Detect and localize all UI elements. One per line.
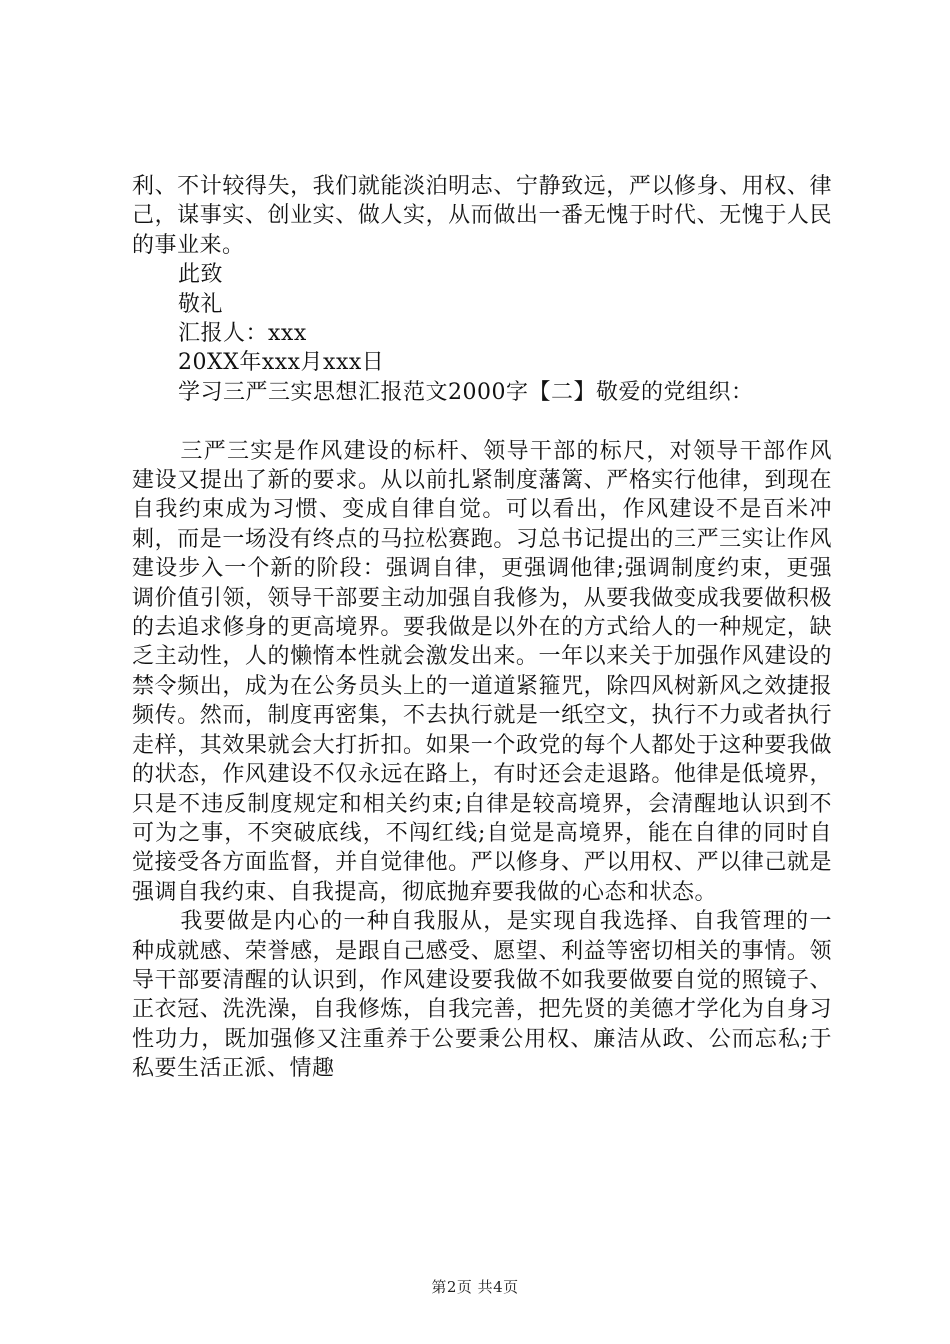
body-paragraph-1: 三严三实是作风建设的标杆、领导干部的标尺，对领导干部作风建设又提出了新的要求。从以前扎紧制度藩篱、严格实行他律，到现在自我约束成为习惯、变成自律自觉。可以看出，作风建设不是百米冲刺，而是一场没有终点的马拉松赛跑。习总书记提出的三严三实让作风建设步入一个新的阶段：强调自律，更强调他律;强调制度约束，更强调价值引领，领导干部要主动加强自我修为，从要我做变成我要做积极的去追求修身的更高境界。要我做是以外在的方式给人的一种规定，缺乏主动性，人的懒惰本性就会激发出来。一年以来关于加强作风建设的禁令频出，成为在公务员头上的一道道紧箍咒，除四风树新风之效捷报频传。然而，制度再密集，不去执行就是一纸空文，执行不力或者执行走样，其效果就会大打折扣。如果一个政党的每个人都处于这种要我做的状态，作风建设不仅永远在路上，有时还会走退路。他律是低境界，只是不违反制度规定和相关约束;自律是较高境界，会清醒地认识到不可为之事，不突破底线，不闯红线;自觉是高境界，能在自律的同时自觉接受各方面监督，并自觉律他。严以修身、严以用权、严以律己就是强调自我约束、自我提高，彻底抛弃要我做的心态和状态。	[132, 438, 832, 905]
closing-regards: 敬礼	[178, 291, 224, 317]
page-footer: 第2页 共4页	[431, 1278, 519, 1296]
document-body	[132, 172, 832, 1084]
body-paragraph-2: 我要做是内心的一种自我服从，是实现自我选择、自我管理的一种成就感、荣誉感，是跟自己感受、愿望、利益等密切相关的事情。领导干部要清醒的认识到，作风建设要我做不如我要做要自觉的照镜子、正衣冠、洗洗澡，自我修炼，自我完善，把先贤的美德才学化为自身习性功力，既加强修又注重养于公要秉公用权、廉洁从政、公而忘私;于私要生活正派、情趣	[132, 909, 832, 1082]
reporter-line: 汇报人：xxx	[178, 321, 307, 347]
section-heading: 学习三严三实思想汇报范文2000字【二】敬爱的党组织：	[178, 379, 754, 405]
closing-salutation: 此致	[178, 262, 224, 288]
date-line: 20XX年xxx月xxx日	[178, 350, 385, 376]
continuation-paragraph: 利、不计较得失，我们就能淡泊明志、宁静致远，严以修身、用权、律己，谋事实、创业实、做人实，从而做出一番无愧于时代、无愧于人民的事业来。	[132, 174, 832, 258]
